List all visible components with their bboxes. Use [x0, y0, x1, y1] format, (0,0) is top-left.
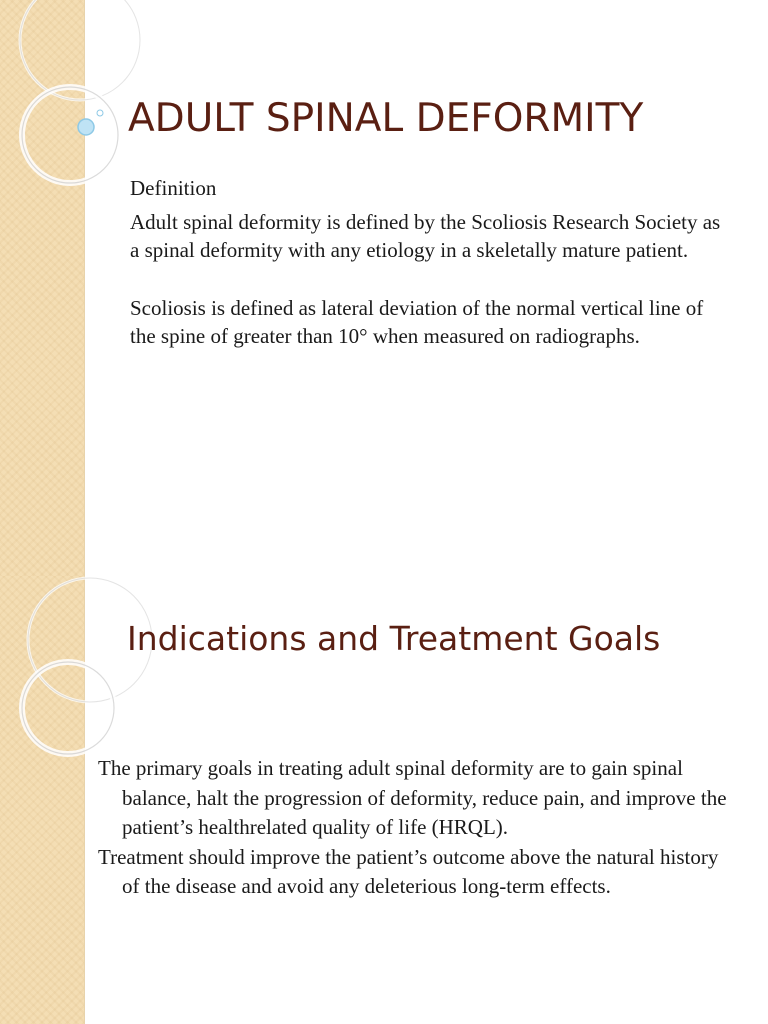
treatment-paragraph: Treatment should improve the patient’s outcome above the natural history of the disease and avoid any deleterious long-term effects.	[98, 844, 719, 898]
slide-1-body	[130, 174, 730, 351]
page-title: ADULT SPINAL DEFORMITY	[128, 96, 644, 141]
section-title: Indications and Treatment Goals	[127, 619, 661, 658]
scoliosis-paragraph: Scoliosis is defined as lateral deviation of the normal vertical line of the spine of greater than 10° when measured on radiographs.	[130, 295, 704, 348]
slide-2-body	[98, 754, 728, 902]
definition-heading: Definition	[130, 176, 217, 200]
goals-paragraph: The primary goals in treating adult spinal deformity are to gain spinal balance, halt the progression of deformity, reduce pain, and improve the patient’s healthrelated quality of life (HRQL).	[98, 756, 727, 839]
slide-2	[0, 576, 768, 1024]
definition-paragraph: Adult spinal deformity is defined by the Scoliosis Research Society as a spinal deformity with any etiology in a skeletally mature patient.	[130, 209, 721, 262]
